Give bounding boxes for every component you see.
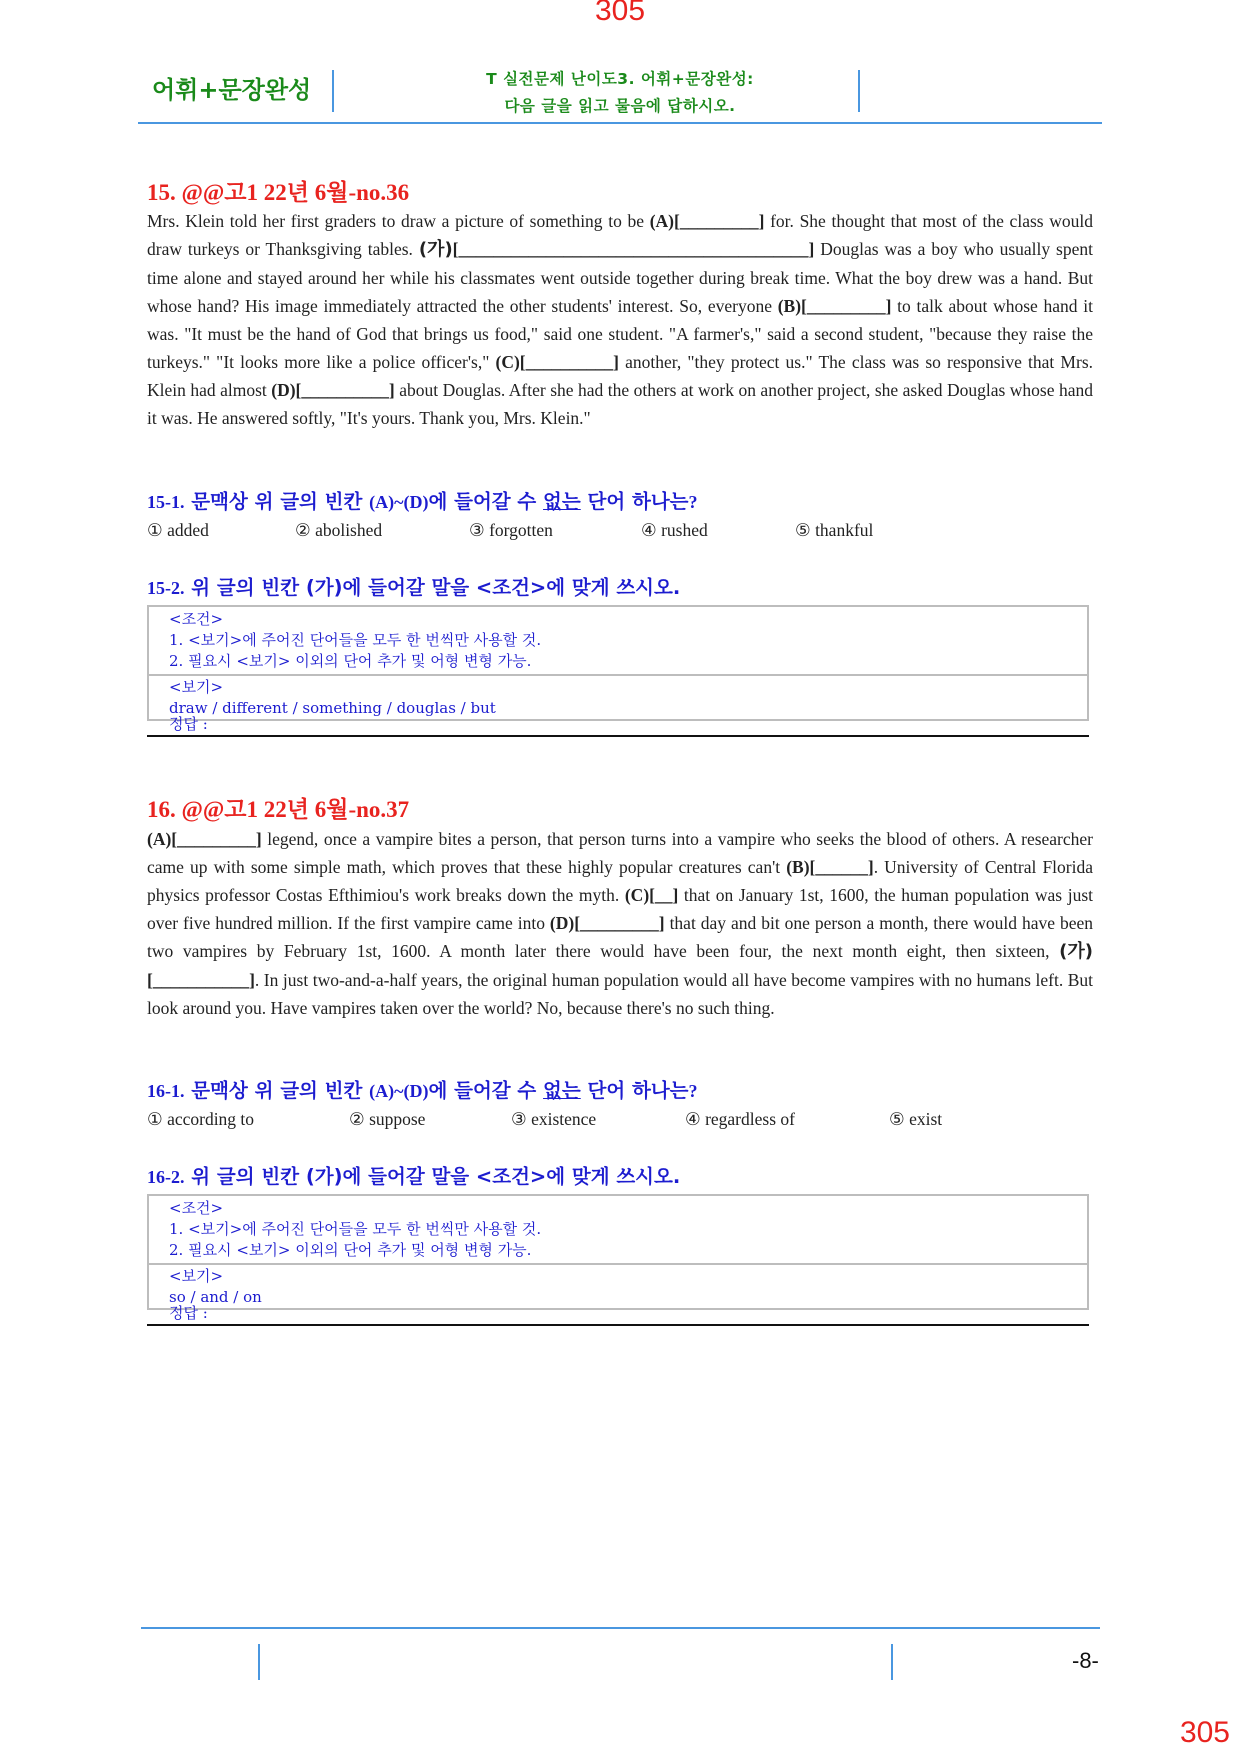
q16-2-text-a: 위 글의 빈칸 <box>184 1165 306 1188</box>
passage-text: legend, once a vampire bites a person, that person turns into a vampire who seeks the blood of others. A researcher came up with some simple math, which proves that these highly popular creatures can't <box>147 829 1093 877</box>
q15-choice-4[interactable]: ④ rushed <box>641 520 708 540</box>
q15-answer-label: 정답 : <box>169 715 208 733</box>
footer-divider-left <box>258 1644 260 1680</box>
q15-2-text-a: 위 글의 빈칸 <box>184 576 306 599</box>
q16-conditions <box>149 1196 1087 1263</box>
q15-choice-2[interactable]: ② abolished <box>295 520 383 540</box>
q15-1-text-b: 에 들어갈 수 <box>428 490 544 513</box>
q15-2-ga: (가) <box>305 576 343 599</box>
passage-text: that on January 1st, 1600, the human population was just over five hundred million. If the first vampire came into <box>147 885 1093 933</box>
q15-choice-5[interactable]: ⑤ thankful <box>795 520 874 540</box>
passage-text: Douglas was a boy who usually spent time alone and stayed around her while his classmates went outside together during break time. What the boy drew was a hand. But whose hand? His image immediately attracted the other students' interest. So, everyone <box>147 239 1093 316</box>
q15-1-title <box>147 486 698 514</box>
q16-2-title <box>147 1161 680 1189</box>
q15-title: 15. @@고1 22년 6월-no.36 <box>147 180 410 205</box>
header-desc-line2: 다음 글을 읽고 물음에 답하시오. <box>504 97 736 115</box>
passage-text: about Douglas. After she had the others at work on another project, she asked Douglas whose hand it was. He answered softly, "It's yours. Thank you, Mrs. Klein." <box>147 380 1093 428</box>
q15-1-underlined: 없는 <box>543 490 581 513</box>
q15-bogi-words: draw / different / something / douglas / but <box>169 699 496 717</box>
q16-2-number: 16-2. <box>147 1167 185 1187</box>
q15-2-number: 15-2. <box>147 578 185 598</box>
header-title: 어휘+문장완성 <box>152 76 312 104</box>
blank[interactable]: (A)[_________] <box>649 211 765 231</box>
q15-bogi-head: <보기> <box>169 678 224 696</box>
header-desc-line1: T 실전문제 난이도3. 어휘+문장완성: <box>486 70 754 88</box>
q16-condition-box <box>147 1194 1089 1310</box>
q16-choice-5[interactable]: ⑤ exist <box>889 1109 943 1129</box>
passage-text: Mrs. Klein told her first graders to draw a picture of something to be <box>147 211 650 231</box>
blank[interactable]: (A)[_________] <box>147 829 262 849</box>
q16-cond-head: <조건> <box>169 1199 224 1217</box>
q15-cond-2: 2. 필요시 <보기> 이외의 단어 추가 및 어형 변형 가능. <box>169 652 532 670</box>
q16-answer-line[interactable] <box>147 1302 1089 1326</box>
blank[interactable]: (D)[_________] <box>549 913 665 933</box>
q15-1-text-c: 단어 하나는 <box>580 490 689 513</box>
header-divider-left <box>332 70 334 112</box>
q16-choice-3[interactable]: ③ existence <box>511 1109 597 1129</box>
q16-choice-4[interactable]: ④ regardless of <box>685 1109 795 1129</box>
q15-passage <box>147 207 1093 432</box>
q15-choice-1[interactable]: ① added <box>147 520 209 540</box>
header-divider-right <box>858 70 860 112</box>
ga-marker: (가) <box>1059 941 1093 962</box>
q16-2-text-b: 에 들어갈 말을 <조건>에 맞게 쓰시오. <box>342 1165 681 1188</box>
q16-1-text-c: 단어 하나는 <box>580 1079 689 1102</box>
q15-cond-1: 1. <보기>에 주어진 단어들을 모두 한 번씩만 사용할 것. <box>169 631 542 649</box>
q16-cond-1: 1. <보기>에 주어진 단어들을 모두 한 번씩만 사용할 것. <box>169 1220 542 1238</box>
ga-marker: (가) <box>418 239 453 260</box>
passage-text: that day and bit one person a month, there would have been two vampires by February 1st, 1600. A month later there would have been four, the next month eight, then sixteen, <box>147 913 1093 961</box>
passage-text: for. She thought that most of the class would draw turkeys or Thanksgiving tables. <box>147 211 1093 259</box>
q15-conditions <box>149 607 1087 674</box>
blank[interactable]: (C)[__________] <box>495 352 619 372</box>
q15-2-text-b: 에 들어갈 말을 <조건>에 맞게 쓰시오. <box>342 576 681 599</box>
q16-1-text-b: 에 들어갈 수 <box>428 1079 544 1102</box>
passage-text: . In just two-and-a-half years, the original human population would all have become vampires with no humans left. But look around you. Have vampires taken over the world? No, because there's no such thing. <box>147 970 1093 1018</box>
q15-answer-line[interactable] <box>147 713 1089 737</box>
q15-choice-3[interactable]: ③ forgotten <box>469 520 553 540</box>
page-number-top: 305 <box>594 0 646 27</box>
q15-1-text-a: 문맥상 위 글의 빈칸 <box>184 490 370 513</box>
q16-cond-2: 2. 필요시 <보기> 이외의 단어 추가 및 어형 변형 가능. <box>169 1241 532 1259</box>
q16-1-text-a: 문맥상 위 글의 빈칸 <box>184 1079 370 1102</box>
q15-1-number: 15-1. <box>147 492 185 512</box>
q15-condition-box <box>147 605 1089 721</box>
passage-text: to talk about whose hand it was. "It must be the hand of God that brings us food," said one student. "A farmer's," said a second student, "because they raise the turkeys." "It looks more like a police officer's," <box>147 296 1093 372</box>
q16-1-range: (A)~(D) <box>369 1081 429 1101</box>
q16-1-title <box>147 1075 698 1103</box>
q16-bogi-words: so / and / on <box>169 1288 262 1306</box>
blank[interactable]: (C)[__] <box>624 885 679 905</box>
q15-1-qmark: ? <box>688 492 698 512</box>
q16-choice-1[interactable]: ① according to <box>147 1109 255 1129</box>
q16-answer-label: 정답 : <box>169 1304 208 1322</box>
q15-1-range: (A)~(D) <box>369 492 429 512</box>
footer-divider-right <box>891 1644 893 1680</box>
header-rule <box>138 122 1102 124</box>
q16-1-qmark: ? <box>688 1081 698 1101</box>
footer-rule <box>141 1627 1100 1629</box>
q16-passage <box>147 825 1093 1022</box>
q16-choice-2[interactable]: ② suppose <box>349 1109 426 1129</box>
q16-title: 16. @@고1 22년 6월-no.37 <box>147 797 410 822</box>
q16-1-underlined: 없는 <box>543 1079 581 1102</box>
header-description <box>420 66 820 120</box>
q16-1-number: 16-1. <box>147 1081 185 1101</box>
blank[interactable]: (B)[_________] <box>777 296 892 316</box>
page-number-bottom: 305 <box>1179 1716 1230 1749</box>
q15-2-title <box>147 572 680 600</box>
passage-text: another, "they protect us." The class was so responsive that Mrs. Klein had almost <box>147 352 1094 400</box>
footer-page-number: -8- <box>1072 1648 1099 1673</box>
blank[interactable]: (B)[______] <box>786 857 874 877</box>
q16-2-ga: (가) <box>305 1165 343 1188</box>
passage-text: . University of Central Florida physics professor Costas Efthimiou's work breaks down the myth. <box>147 857 1093 905</box>
blank[interactable]: (D)[__________] <box>271 380 395 400</box>
q16-bogi-head: <보기> <box>169 1267 224 1285</box>
blank[interactable]: [___________] <box>147 970 255 990</box>
q15-cond-head: <조건> <box>169 610 224 628</box>
blank[interactable]: [________________________________________] <box>452 239 815 259</box>
